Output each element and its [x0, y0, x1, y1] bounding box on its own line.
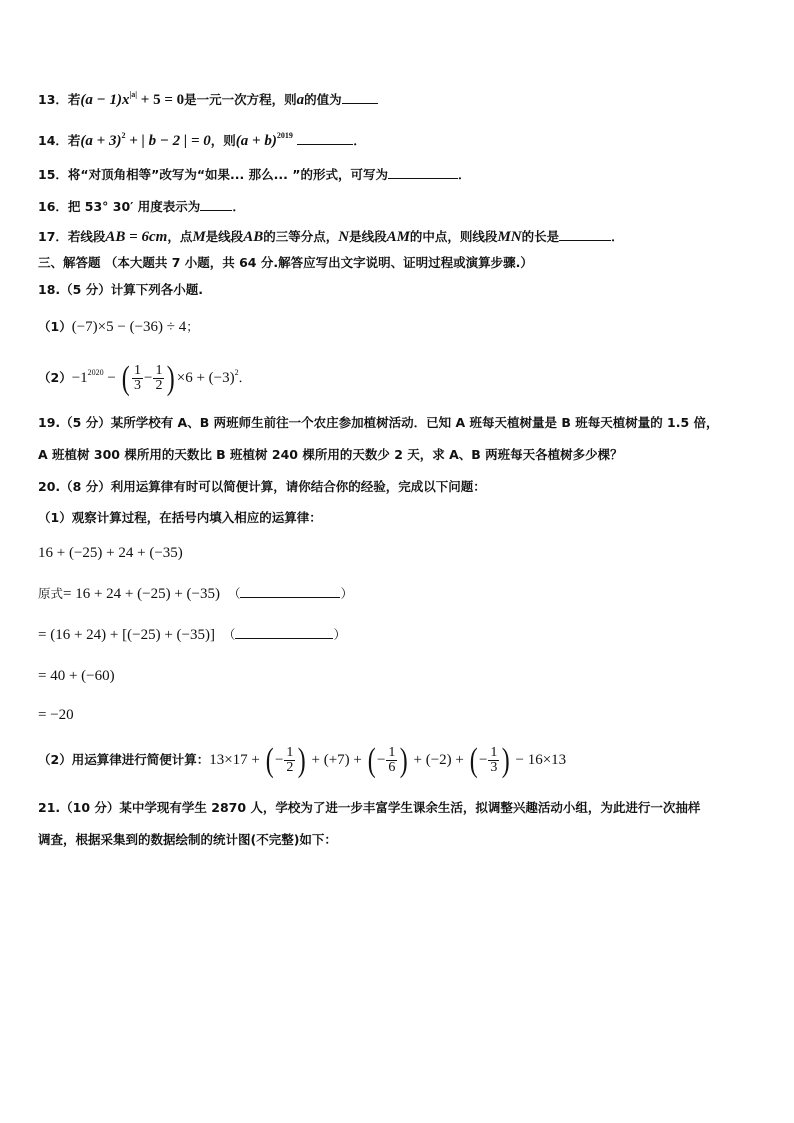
part-label: （2） [38, 370, 72, 386]
math-expression: = (16 + 24) + [(−25) + (−35)] [38, 627, 215, 643]
math-expression: = 40 + (−60) [38, 668, 115, 684]
part-label: （2）用运算律进行简便计算： [38, 752, 210, 767]
section-heading: 三、解答题 （本大题共 7 小题，共 64 分.解答应写出文字说明、证明过程或演算步骤.） [38, 255, 533, 270]
minus-sign: − [143, 370, 153, 387]
part-label: （1） [38, 319, 72, 334]
question-16 [38, 198, 245, 216]
math-expression: ×6 + (−3) [176, 370, 235, 387]
answer-blank[interactable] [342, 91, 378, 104]
question-19-line-1: 19.（5 分）某所学校有 A、B 两班师生前往一个农庄参加植树活动．已知 A 班每天植树量是 B 班每天植树量的 1.5 倍， [38, 415, 719, 430]
question-text: 若 [67, 92, 81, 108]
fraction [386, 746, 397, 775]
right-paren: ) [298, 741, 307, 779]
answer-blank[interactable] [559, 228, 611, 241]
math-expression: + (+7) + [307, 752, 366, 768]
left-paren: ( [469, 741, 478, 779]
fraction [284, 746, 295, 775]
question-text: 将“对顶角相等”改写为“如果... 那么... ”的形式，可写为 [67, 167, 388, 182]
part-end: ． [238, 370, 252, 386]
math-expression: + | b − 2 | = 0 [125, 133, 211, 150]
fraction-denominator: 2 [286, 760, 294, 775]
paren-close: ） [340, 586, 353, 601]
minus-sign: − [376, 752, 386, 768]
math-expression: 16 + (−25) + 24 + (−35) [38, 545, 183, 561]
question-20-step-3 [38, 667, 115, 685]
part-end: ； [186, 319, 199, 334]
question-17 [38, 228, 624, 246]
left-paren: ( [265, 741, 274, 779]
question-number: 14． [38, 133, 68, 149]
math-variable: AB [243, 229, 264, 245]
question-13 [38, 88, 378, 109]
math-expression: −1 [71, 370, 88, 387]
exponent: 2 [121, 131, 126, 140]
question-20-step-4 [38, 706, 74, 724]
question-text: 的中点，则线段 [409, 229, 498, 244]
math-expression: = 16 + 24 + (−25) + (−35) [63, 586, 221, 602]
fraction-denominator: 6 [388, 760, 396, 775]
question-18-part-1 [38, 318, 199, 336]
math-expression: AB = 6cm [105, 229, 168, 245]
fraction-numerator: 1 [286, 745, 294, 760]
exponent: 2020 [87, 368, 104, 377]
math-expression: (−7)×5 − (−36) ÷ 4 [71, 319, 187, 335]
question-number: 16． [38, 199, 68, 214]
question-15 [38, 166, 470, 184]
math-variable: N [338, 229, 350, 245]
question-text: 若 [67, 133, 81, 149]
minus-sign: − [274, 752, 284, 768]
math-variable: M [192, 229, 206, 245]
question-20-part-1: （1）观察计算过程，在括号内填入相应的运算律： [38, 510, 322, 525]
answer-blank[interactable] [240, 585, 340, 598]
fraction [153, 364, 164, 393]
question-text: 的长是 [521, 229, 560, 244]
question-text: 的值为 [304, 92, 342, 108]
answer-blank[interactable] [297, 132, 353, 145]
left-paren: ( [121, 359, 130, 397]
question-number: 13． [38, 92, 68, 108]
paren-open: （ [227, 586, 241, 601]
left-paren: ( [367, 741, 376, 779]
question-18-header: 18.（5 分）计算下列各小题. [38, 282, 203, 297]
math-variable: MN [497, 229, 522, 245]
question-end: ． [353, 133, 366, 149]
step-label: 原式 [38, 586, 64, 601]
question-text: 把 53° 30′ 用度表示为 [67, 199, 201, 214]
exponent: |a| [129, 90, 138, 99]
right-paren: ) [167, 359, 176, 397]
question-19-line-2: A 班植树 300 棵所用的天数比 B 班植树 240 棵所用的天数少 2 天，求 A、B 两班每天各植树多少棵？ [38, 447, 623, 462]
question-text: 是一元一次方程，则 [184, 92, 297, 108]
question-text: 是线段 [205, 229, 244, 244]
exponent: 2019 [276, 131, 293, 140]
fraction [488, 746, 499, 775]
question-text: 若线段 [67, 229, 106, 244]
question-number: 15． [38, 167, 68, 182]
paren-open: （ [222, 627, 236, 642]
question-20-step-2 [38, 626, 346, 644]
right-paren: ) [400, 741, 409, 779]
fraction-denominator: 3 [490, 760, 498, 775]
question-18-part-2 [38, 357, 251, 396]
question-21-line-1: 21.（10 分）某中学现有学生 2870 人，学校为了进一步丰富学生课余生活，拟调整兴趣活动小组，为此进行一次抽样 [38, 800, 701, 815]
fraction [132, 364, 143, 393]
question-number: 17． [38, 229, 68, 244]
fraction-numerator: 1 [155, 363, 163, 379]
question-end: ． [611, 229, 624, 244]
fraction-denominator: 3 [133, 378, 141, 394]
math-variable: a [296, 92, 305, 109]
minus-sign: − [478, 752, 488, 768]
right-paren: ) [502, 741, 511, 779]
exponent: 2 [234, 368, 239, 377]
question-20-expression [38, 544, 183, 562]
answer-blank[interactable] [388, 166, 458, 179]
paren-close: ） [333, 627, 346, 642]
math-expression: + (−2) + [409, 752, 468, 768]
question-end: ． [232, 199, 245, 214]
math-expression: 13×17 + [209, 752, 264, 768]
question-text: ，则 [210, 133, 236, 149]
fraction-numerator: 1 [133, 363, 141, 379]
fraction-numerator: 1 [388, 745, 396, 760]
question-14 [38, 129, 366, 150]
math-variable: AM [386, 229, 410, 245]
math-expression: (a + b) [235, 133, 277, 150]
math-expression: + 5 = 0 [137, 92, 185, 109]
fraction-numerator: 1 [490, 745, 498, 760]
question-21-line-2: 调查，根据采集到的数据绘制的统计图(不完整)如下： [38, 832, 337, 847]
question-text: 是线段 [349, 229, 387, 244]
math-expression: − [103, 370, 120, 387]
math-expression: (a − 1)x [80, 92, 130, 109]
question-text: 的三等分点， [263, 229, 339, 244]
fraction-denominator: 2 [155, 378, 163, 394]
question-text: ，点 [167, 229, 193, 244]
question-20-header: 20.（8 分）利用运算律有时可以简便计算，请你结合你的经验，完成以下问题： [38, 479, 486, 494]
question-20-step-1 [38, 585, 353, 603]
math-expression: − 16×13 [511, 752, 567, 768]
answer-blank[interactable] [200, 198, 232, 211]
answer-blank[interactable] [235, 626, 333, 639]
math-expression: = −20 [38, 707, 74, 723]
question-end: ． [457, 167, 471, 182]
question-20-part-2 [38, 742, 566, 778]
math-expression: (a + 3) [80, 133, 122, 150]
